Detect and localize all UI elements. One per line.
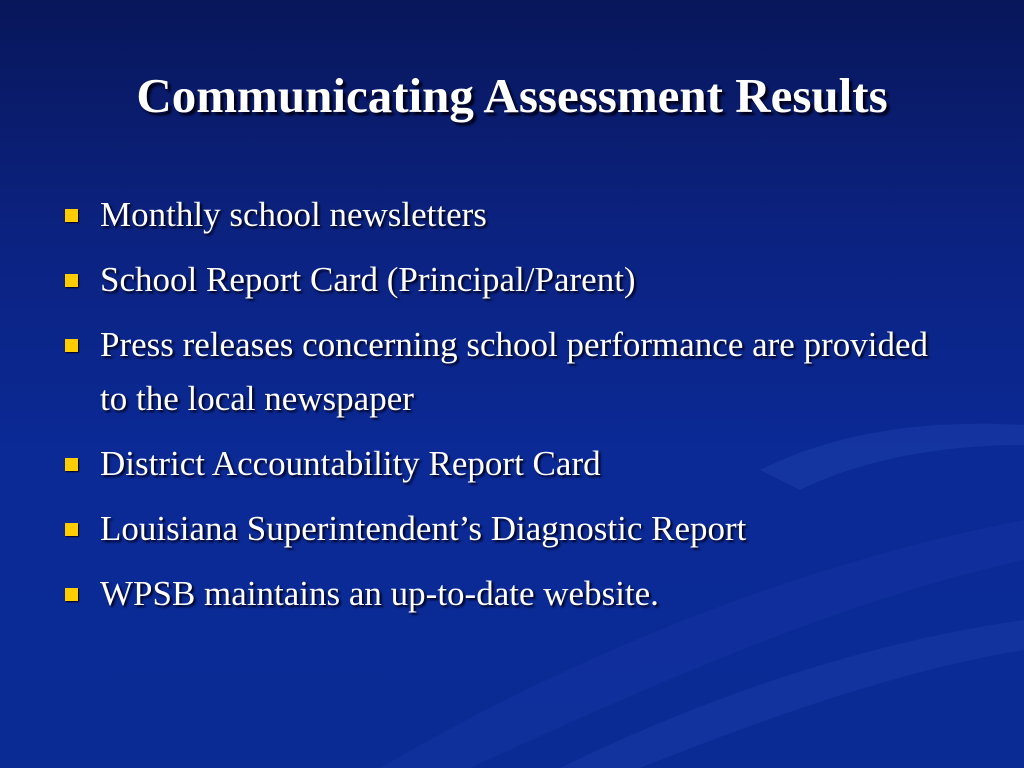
bullet-item — [64, 318, 944, 426]
square-bullet-icon — [65, 523, 78, 536]
bullet-text: School Report Card (Principal/Parent) — [100, 260, 636, 299]
bullet-text: Press releases concerning school performance are provided to the local newspaper — [100, 325, 928, 418]
slide-title: Communicating Assessment Results — [136, 68, 888, 123]
bullet-text: District Accountability Report Card — [100, 444, 601, 483]
square-bullet-icon — [65, 274, 78, 287]
bullet-text: Louisiana Superintendent’s Diagnostic Report — [100, 509, 747, 548]
bullet-item — [64, 437, 944, 491]
bullet-item — [64, 567, 944, 621]
square-bullet-icon — [65, 339, 78, 352]
bullet-item — [64, 253, 944, 307]
square-bullet-icon — [65, 588, 78, 601]
square-bullet-icon — [65, 209, 78, 222]
bullet-item — [64, 502, 944, 556]
bullet-item — [64, 188, 944, 242]
bullet-text: WPSB maintains an up-to-date website. — [100, 574, 659, 613]
bullet-list — [64, 188, 944, 632]
square-bullet-icon — [65, 458, 78, 471]
bullet-text: Monthly school newsletters — [100, 195, 487, 234]
